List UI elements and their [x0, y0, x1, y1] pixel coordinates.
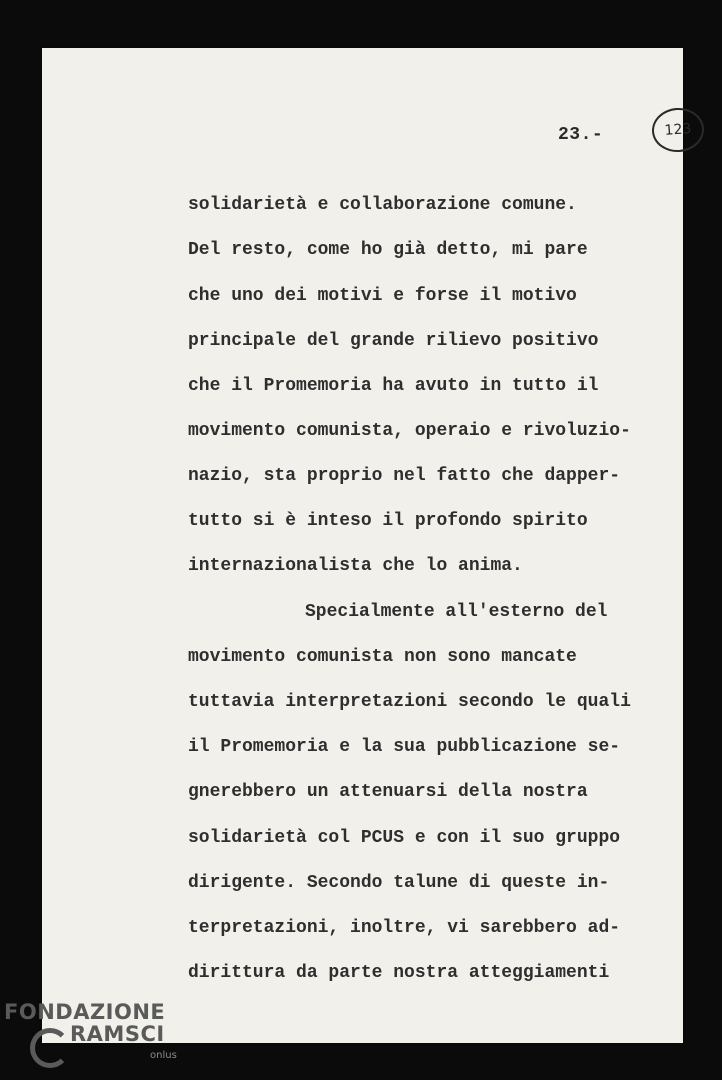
text-line: nazio, sta proprio nel fatto che dapper-: [188, 466, 621, 486]
text-line: solidarietà e collaborazione comune.: [188, 195, 577, 215]
fondazione-gramsci-watermark: [4, 1000, 184, 1080]
text-line: dirittura da parte nostra atteggiamenti: [188, 963, 610, 983]
text-line: il Promemoria e la sua pubblicazione se-: [188, 737, 621, 757]
text-line: movimento comunista, operaio e rivoluzio-: [188, 421, 631, 441]
text-line: che il Promemoria ha avuto in tutto il: [188, 376, 599, 396]
text-line: internazionalista che lo anima.: [188, 556, 523, 576]
watermark-line1: FONDAZIONE: [4, 1000, 166, 1024]
text-line: tutto si è inteso il profondo spirito: [188, 511, 588, 531]
text-line: terpretazioni, inoltre, vi sarebbero ad-: [188, 918, 621, 938]
text-line: che uno dei motivi e forse il motivo: [188, 286, 577, 306]
watermark-line2: RAMSCI: [70, 1022, 165, 1046]
page-number: 23.-: [558, 125, 604, 145]
text-line: movimento comunista non sono mancate: [188, 647, 577, 667]
text-line: principale del grande rilievo positivo: [188, 331, 599, 351]
text-line: gnerebbero un attenuarsi della nostra: [188, 782, 588, 802]
watermark-suffix: onlus: [150, 1050, 177, 1061]
text-line: solidarietà col PCUS e con il suo gruppo: [188, 828, 621, 848]
text-line: dirigente. Secondo talune di queste in-: [188, 873, 610, 893]
text-line: tuttavia interpretazioni secondo le quali: [188, 692, 631, 712]
text-line: Del resto, come ho già detto, mi pare: [188, 240, 588, 260]
text-line: Specialmente all'esterno del: [305, 602, 608, 622]
folio-stamp: 123: [651, 106, 706, 154]
g-logo-icon: [30, 1028, 70, 1068]
